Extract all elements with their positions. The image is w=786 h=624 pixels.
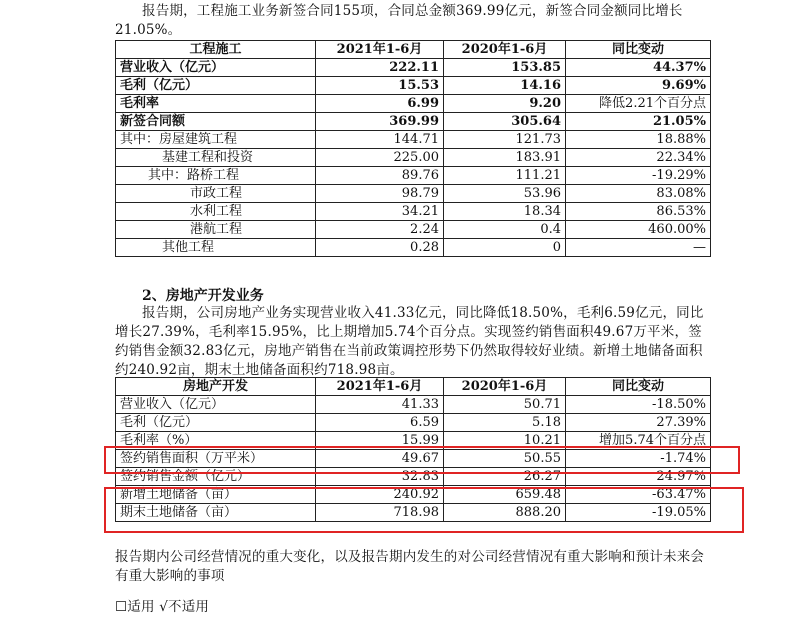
- value-2020: 14.16: [444, 77, 566, 95]
- table-row: [116, 486, 711, 504]
- value-2021: 34.21: [316, 203, 444, 221]
- value-2020: 888.20: [444, 504, 566, 522]
- row-label: 毛利率（%）: [116, 432, 316, 450]
- value-2020: 9.20: [444, 95, 566, 113]
- row-label: 期末土地储备（亩）: [116, 504, 316, 522]
- table-row: [116, 432, 711, 450]
- row-label: 新签合同额: [116, 113, 316, 131]
- table-row: [116, 414, 711, 432]
- table-row: [116, 203, 711, 221]
- value-2021: 6.99: [316, 95, 444, 113]
- yoy-change: 24.97%: [566, 468, 711, 486]
- yoy-change: 44.37%: [566, 59, 711, 77]
- value-2020: 111.21: [444, 167, 566, 185]
- value-2021: 41.33: [316, 396, 444, 414]
- value-2021: 222.11: [316, 59, 444, 77]
- value-2021: 369.99: [316, 113, 444, 131]
- intro-paragraph: 报告期，工程施工业务新签合同155项，合同总金额369.99亿元，新签合同金额同比增长21.05%。: [115, 3, 683, 38]
- table-row: [116, 59, 711, 77]
- table-row: [116, 77, 711, 95]
- yoy-change: 460.00%: [566, 221, 711, 239]
- row-label: 签约销售金额（亿元）: [116, 468, 316, 486]
- value-2020: 0: [444, 239, 566, 257]
- applicability-line: ☐适用 √不适用: [115, 599, 210, 615]
- value-2021: 6.59: [316, 414, 444, 432]
- value-2020: 26.27: [444, 468, 566, 486]
- row-label: 毛利（亿元）: [116, 77, 316, 95]
- table-row: [116, 185, 711, 203]
- row-label: 水利工程: [116, 203, 316, 221]
- row-label: 其中：路桥工程: [116, 167, 316, 185]
- value-2021: 49.67: [316, 450, 444, 468]
- value-2021: 225.00: [316, 149, 444, 167]
- value-2020: 10.21: [444, 432, 566, 450]
- header-cell: 2021年1-6月: [316, 378, 444, 396]
- header-cell: 2020年1-6月: [444, 41, 566, 59]
- row-label: 营业收入（亿元）: [116, 396, 316, 414]
- yoy-change: 83.08%: [566, 185, 711, 203]
- value-2020: 153.85: [444, 59, 566, 77]
- yoy-change: -1.74%: [566, 450, 711, 468]
- row-label: 其他工程: [116, 239, 316, 257]
- value-2021: 144.71: [316, 131, 444, 149]
- value-2020: 659.48: [444, 486, 566, 504]
- row-label: 其中：房屋建筑工程: [116, 131, 316, 149]
- table-row: [116, 113, 711, 131]
- row-label: 毛利（亿元）: [116, 414, 316, 432]
- row-label: 毛利率: [116, 95, 316, 113]
- value-2021: 32.83: [316, 468, 444, 486]
- value-2020: 0.4: [444, 221, 566, 239]
- header-cell: 同比变动: [566, 41, 711, 59]
- value-2021: 718.98: [316, 504, 444, 522]
- row-label: 签约销售面积（万平米）: [116, 450, 316, 468]
- yoy-change: 27.39%: [566, 414, 711, 432]
- yoy-change: —: [566, 239, 711, 257]
- header-cell: 工程施工: [116, 41, 316, 59]
- header-cell: 2020年1-6月: [444, 378, 566, 396]
- yoy-change: -18.50%: [566, 396, 711, 414]
- value-2021: 240.92: [316, 486, 444, 504]
- table-row: [116, 396, 711, 414]
- yoy-change: 降低2.21个百分点: [566, 95, 711, 113]
- table-header-row: [116, 378, 711, 396]
- yoy-change: 增加5.74个百分点: [566, 432, 711, 450]
- value-2021: 89.76: [316, 167, 444, 185]
- value-2021: 2.24: [316, 221, 444, 239]
- yoy-change: 9.69%: [566, 77, 711, 95]
- yoy-change: -19.05%: [566, 504, 711, 522]
- table-row: [116, 450, 711, 468]
- value-2020: 50.55: [444, 450, 566, 468]
- yoy-change: -63.47%: [566, 486, 711, 504]
- value-2020: 183.91: [444, 149, 566, 167]
- closing-paragraph: 报告期内公司经营情况的重大变化，以及报告期内发生的对公司经营情况有重大影响和预计未来会有重大影响的事项: [115, 549, 705, 584]
- value-2021: 98.79: [316, 185, 444, 203]
- row-label: 基建工程和投资: [116, 149, 316, 167]
- value-2020: 5.18: [444, 414, 566, 432]
- realestate-table: [115, 377, 711, 522]
- row-label: 市政工程: [116, 185, 316, 203]
- yoy-change: 22.34%: [566, 149, 711, 167]
- value-2020: 50.71: [444, 396, 566, 414]
- value-2020: 18.34: [444, 203, 566, 221]
- header-cell: 2021年1-6月: [316, 41, 444, 59]
- table-row: [116, 468, 711, 486]
- yoy-change: 21.05%: [566, 113, 711, 131]
- yoy-change: 18.88%: [566, 131, 711, 149]
- construction-table: [115, 40, 711, 257]
- section-heading: 2、房地产开发业务: [142, 288, 264, 304]
- value-2021: 0.28: [316, 239, 444, 257]
- value-2021: 15.53: [316, 77, 444, 95]
- table-row: [116, 95, 711, 113]
- row-label: 营业收入（亿元）: [116, 59, 316, 77]
- realestate-paragraph: 报告期，公司房地产业务实现营业收入41.33亿元，同比降低18.50%，毛利6.59亿元，同比增长27.39%，毛利率15.95%，比上期增加5.74个百分点。实现签约销售面积49.67万平米，签约销售金额32.83亿元，房地产销售在当前政策调控形势下仍然取得较好业绩。新增土地储备面积约240.92亩，期末土地储备面积约718.98亩。: [115, 305, 704, 378]
- table-row: [116, 131, 711, 149]
- table-row: [116, 221, 711, 239]
- table-header-row: [116, 41, 711, 59]
- value-2020: 53.96: [444, 185, 566, 203]
- row-label: 港航工程: [116, 221, 316, 239]
- value-2021: 15.99: [316, 432, 444, 450]
- value-2020: 121.73: [444, 131, 566, 149]
- row-label: 新增土地储备（亩）: [116, 486, 316, 504]
- table-row: [116, 149, 711, 167]
- value-2020: 305.64: [444, 113, 566, 131]
- header-cell: 同比变动: [566, 378, 711, 396]
- table-row: [116, 167, 711, 185]
- yoy-change: 86.53%: [566, 203, 711, 221]
- yoy-change: -19.29%: [566, 167, 711, 185]
- table-row: [116, 504, 711, 522]
- table-row: [116, 239, 711, 257]
- header-cell: 房地产开发: [116, 378, 316, 396]
